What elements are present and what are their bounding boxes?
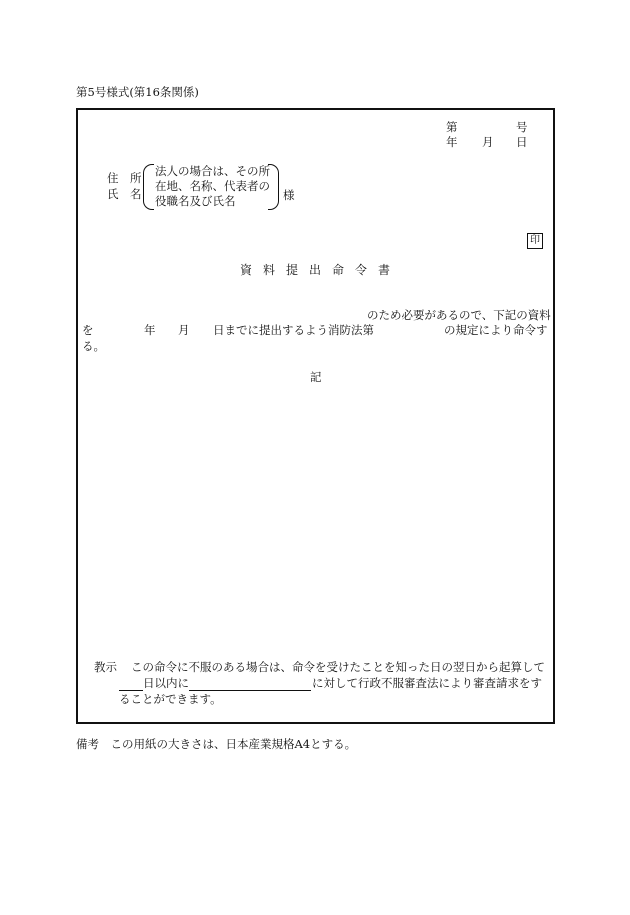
body-line1: のため必要があるので、下記の資料 [367,308,551,322]
instruction-line3: ることができます。 [119,692,222,706]
seal-stamp: 印 [527,233,543,249]
corporate-note-line2: 在地、名称、代表者の [155,179,270,193]
name-label: 氏 名 [107,187,142,201]
body-regulation-text: の規定により命令す [444,323,548,337]
number-go: 号 [516,120,528,134]
instruction-line1: この命令に不服のある場合は、命令を受けたことを知った日の翌日から起算して [131,660,545,674]
honorific-sama: 様 [283,188,295,202]
number-dai: 第 [446,120,458,134]
instruction-line2: に対して行政不服審査法により審査請求をす [312,676,542,690]
instruction-days: 日以内に [143,676,189,690]
footer-note: 備考 この用紙の大きさは、日本産業規格A4とする。 [76,737,357,751]
document-title: 資料提出命令書 [240,263,402,277]
ki-heading: 記 [310,370,322,384]
body-deadline-text: 日までに提出するよう消防法第 [213,323,374,337]
body-line3: る。 [82,339,105,353]
days-blank [119,690,143,691]
body-wo: を [82,323,94,337]
authority-blank [189,690,311,691]
instruction-label: 教示 [94,660,117,674]
address-label: 住 所 [107,171,142,185]
date-month: 月 [482,135,494,149]
body-year: 年 [144,323,156,337]
corporate-note-line3: 役職名及び氏名 [155,194,236,208]
form-label: 第5号様式(第16条関係) [76,85,199,99]
left-bracket [143,164,154,210]
right-bracket [268,164,279,210]
corporate-note-line1: 法人の場合は、その所 [155,164,270,178]
date-day: 日 [516,135,528,149]
body-month: 月 [178,323,190,337]
date-year: 年 [446,135,458,149]
